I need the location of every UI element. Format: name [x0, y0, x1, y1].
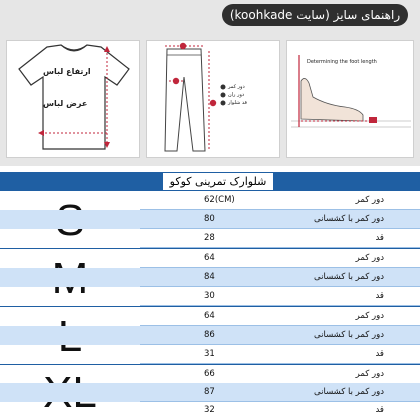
table-row — [0, 326, 420, 345]
table-row — [0, 191, 420, 210]
foot-caption: Determining the foot length — [307, 59, 377, 65]
table-row — [0, 383, 420, 402]
row-value: 30 — [204, 291, 215, 301]
row-value: 28 — [204, 233, 215, 243]
row-value: 31 — [204, 349, 215, 359]
row-label: قد — [375, 233, 384, 243]
table-row — [0, 287, 420, 306]
row-label: قد — [375, 349, 384, 359]
row-label: دور کمر — [355, 195, 384, 205]
table-row — [0, 229, 420, 248]
row-label: دور کمر — [355, 369, 384, 379]
table-header — [0, 172, 420, 191]
row-label: دور کمر با کشسانی — [314, 272, 384, 282]
table-row — [0, 307, 420, 326]
pants-icon — [147, 41, 281, 159]
size-guide-title: راهنمای سایز (سایت koohkade) — [222, 4, 408, 26]
table-row — [0, 345, 420, 364]
row-label: دور کمر — [355, 311, 384, 321]
row-value: 87 — [204, 387, 215, 397]
shirt-height-label: ارتفاع لباس — [43, 67, 91, 76]
shirt-width-label: عرض لباس — [43, 99, 88, 108]
table-row — [0, 249, 420, 268]
row-value: 62(CM) — [204, 195, 235, 205]
pants-legend-item: قد شلوار — [228, 100, 247, 106]
table-title: شلوارک تمرینی کوکو — [163, 173, 273, 190]
row-value: 86 — [204, 330, 215, 340]
row-value: 84 — [204, 272, 215, 282]
row-label: قد — [375, 291, 384, 301]
row-value: 66 — [204, 369, 215, 379]
size-table — [0, 172, 420, 420]
pants-legend-item: دور ران — [228, 92, 245, 98]
row-value: 80 — [204, 214, 215, 224]
table-row — [0, 365, 420, 384]
foot-diagram — [286, 40, 414, 158]
tshirt-diagram — [6, 40, 140, 158]
row-label: دور کمر — [355, 253, 384, 263]
size-guide-banner — [0, 0, 420, 166]
row-value: 64 — [204, 311, 215, 321]
pants-legend-item: دور کمر — [228, 84, 245, 90]
row-value: 32 — [204, 405, 215, 415]
row-value: 64 — [204, 253, 215, 263]
row-label: دور کمر با کشسانی — [314, 330, 384, 340]
row-label: قد — [375, 405, 384, 415]
table-row — [0, 401, 420, 420]
pants-diagram — [146, 40, 280, 158]
row-label: دور کمر با کشسانی — [314, 214, 384, 224]
table-row — [0, 210, 420, 229]
row-label: دور کمر با کشسانی — [314, 387, 384, 397]
table-row — [0, 268, 420, 287]
